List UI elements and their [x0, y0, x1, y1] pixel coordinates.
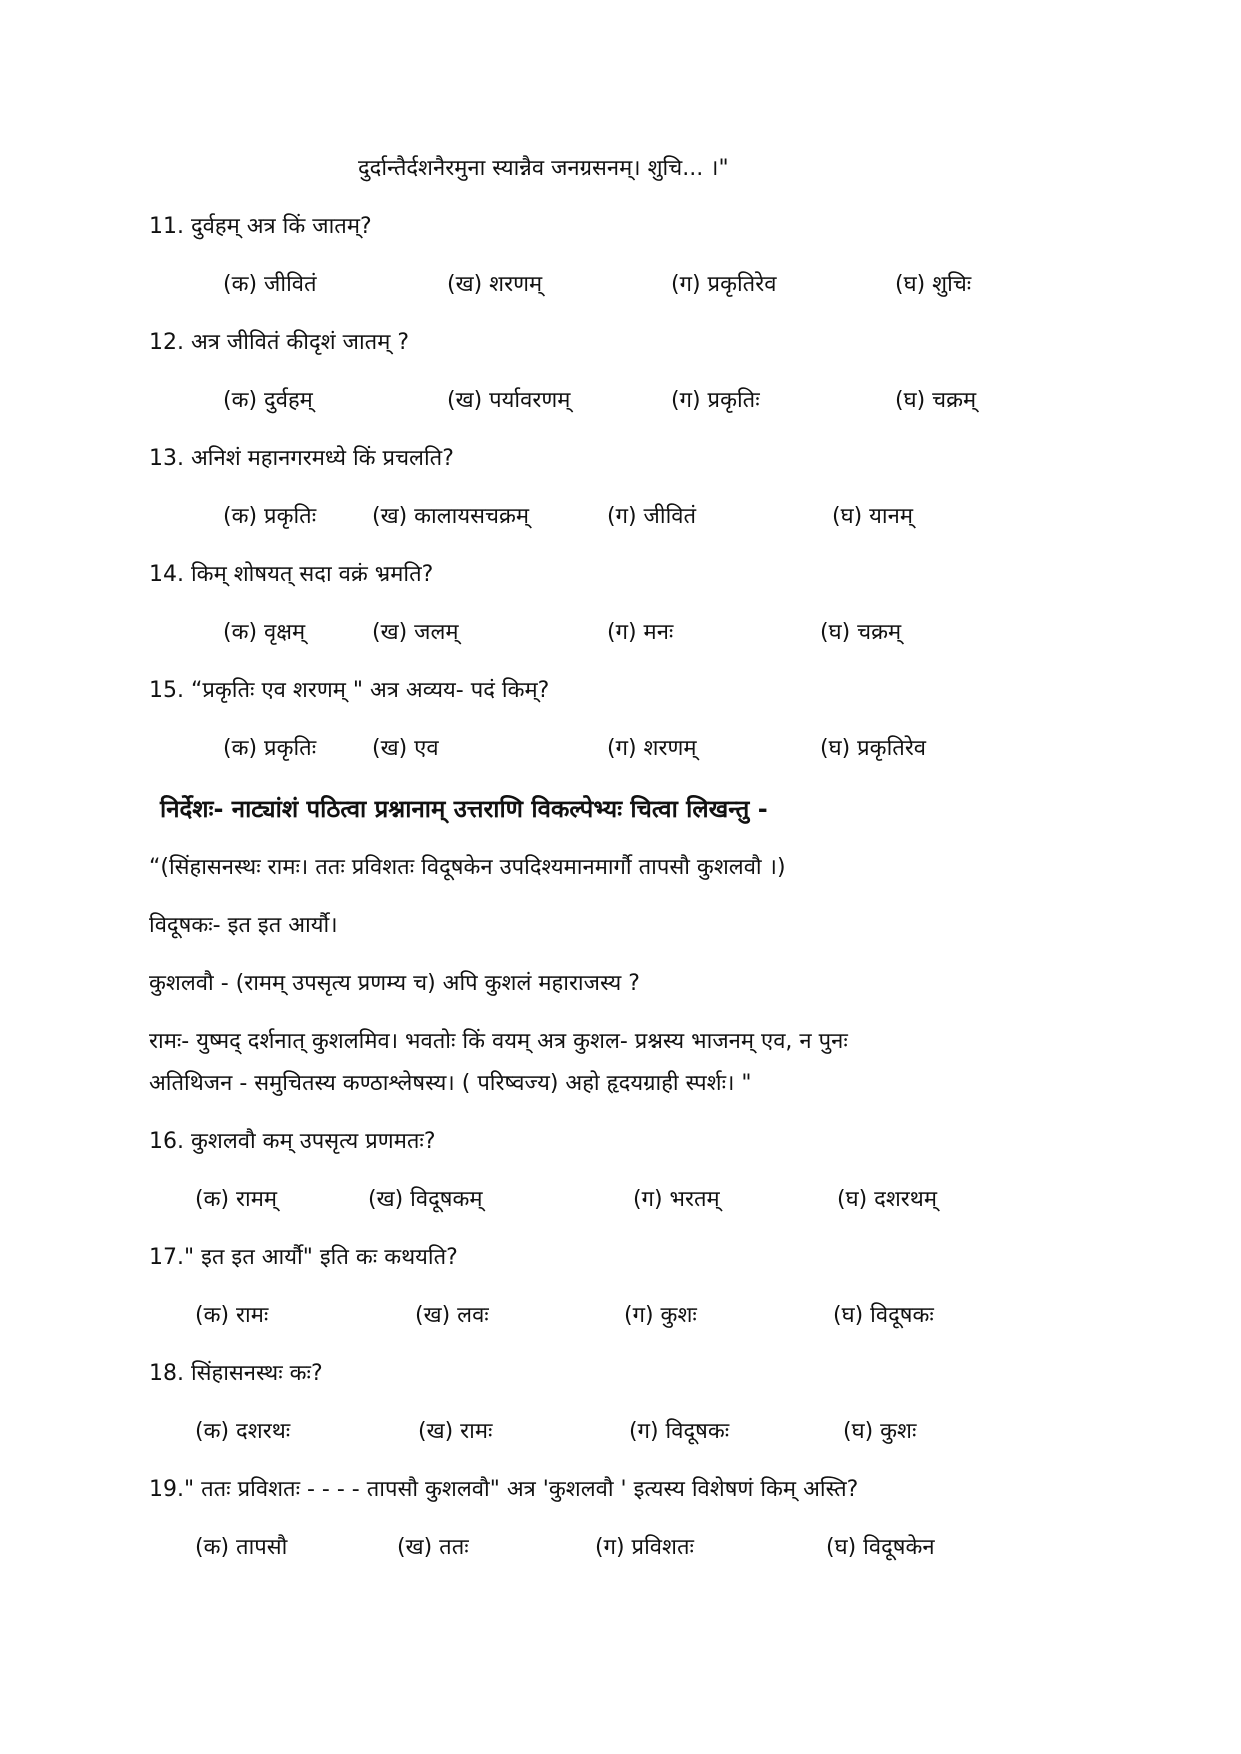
- q18-option-b: (ख) रामः: [418, 1419, 493, 1444]
- question-18: 18. सिंहासनस्थः कः?: [149, 1361, 323, 1386]
- verse-line: दुर्दान्तैर्दशनैरमुना स्यान्नैव जनग्रसनम्। शुचि... ।": [358, 156, 729, 181]
- q13-option-a: (क) प्रकृतिः: [223, 504, 317, 529]
- passage-line-1: “(सिंहासनस्थः रामः। ततः प्रविशतः विदूषकेन उपदिश्यमानमार्गौ तापसौ कुशलवौ ।): [149, 855, 786, 880]
- q14-option-c: (ग) मनः: [607, 620, 674, 645]
- q12-option-b: (ख) पर्यावरणम्: [447, 388, 571, 413]
- q12-option-c: (ग) प्रकृतिः: [671, 388, 760, 413]
- q14-option-a: (क) वृक्षम्: [223, 620, 306, 645]
- question-11: 11. दुर्वहम् अत्र किं जातम्?: [149, 214, 372, 239]
- section-instruction: निर्देशः- नाट्यांशं पठित्वा प्रश्नानाम् उत्तराणि विकल्पेभ्यः चित्वा लिखन्तु -: [160, 795, 768, 823]
- q17-option-a: (क) रामः: [195, 1303, 269, 1328]
- q18-option-d: (घ) कुशः: [843, 1419, 917, 1444]
- passage-line-2: विदूषकः- इत इत आर्यौ।: [149, 913, 338, 938]
- q15-option-d: (घ) प्रकृतिरेव: [820, 736, 927, 761]
- q13-option-b: (ख) कालायसचक्रम्: [372, 504, 530, 529]
- passage-line-5: अतिथिजन - समुचितस्य कण्ठाश्लेषस्य। ( परिष्वज्य) अहो हृदयग्राही स्पर्शः। ": [149, 1071, 752, 1096]
- question-13: 13. अनिशं महानगरमध्ये किं प्रचलति?: [149, 446, 454, 471]
- q19-option-b: (ख) ततः: [397, 1535, 469, 1560]
- question-16: 16. कुशलवौ कम् उपसृत्य प्रणमतः?: [149, 1129, 436, 1154]
- q19-option-a: (क) तापसौ: [195, 1535, 288, 1560]
- q13-option-c: (ग) जीवितं: [607, 504, 697, 529]
- question-17: 17." इत इत आर्यौ" इति कः कथयति?: [149, 1245, 458, 1270]
- q17-option-b: (ख) लवः: [415, 1303, 489, 1328]
- question-19: 19." ततः प्रविशतः - - - - तापसौ कुशलवौ" अत्र 'कुशलवौ ' इत्यस्य विशेषणं किम् अस्ति?: [149, 1477, 859, 1502]
- q19-option-c: (ग) प्रविशतः: [595, 1535, 694, 1560]
- q13-option-d: (घ) यानम्: [832, 504, 913, 529]
- q14-option-b: (ख) जलम्: [372, 620, 459, 645]
- q11-option-a: (क) जीवितं: [223, 272, 317, 297]
- q15-option-c: (ग) शरणम्: [607, 736, 697, 761]
- q11-option-d: (घ) शुचिः: [895, 272, 972, 297]
- q15-option-b: (ख) एव: [372, 736, 439, 761]
- q16-option-c: (ग) भरतम्: [633, 1187, 720, 1212]
- q11-option-b: (ख) शरणम्: [447, 272, 543, 297]
- q16-option-d: (घ) दशरथम्: [837, 1187, 938, 1212]
- question-15: 15. “प्रकृतिः एव शरणम् " अत्र अव्यय- पदं किम्?: [149, 678, 550, 703]
- passage-line-4: रामः- युष्मद् दर्शनात् कुशलमिव। भवतोः किं वयम् अत्र कुशल- प्रश्नस्य भाजनम् एव, न पुनः: [149, 1029, 848, 1054]
- q18-option-c: (ग) विदूषकः: [629, 1419, 730, 1444]
- q17-option-c: (ग) कुशः: [624, 1303, 697, 1328]
- question-14: 14. किम् शोषयत् सदा वक्रं भ्रमति?: [149, 562, 434, 587]
- q12-option-a: (क) दुर्वहम्: [223, 388, 313, 413]
- q19-option-d: (घ) विदूषकेन: [826, 1535, 935, 1560]
- q15-option-a: (क) प्रकृतिः: [223, 736, 317, 761]
- q16-option-b: (ख) विदूषकम्: [368, 1187, 483, 1212]
- passage-line-3: कुशलवौ - (रामम् उपसृत्य प्रणम्य च) अपि कुशलं महाराजस्य ?: [149, 971, 640, 996]
- q18-option-a: (क) दशरथः: [195, 1419, 291, 1444]
- question-12: 12. अत्र जीवितं कीदृशं जातम् ?: [149, 330, 410, 355]
- q11-option-c: (ग) प्रकृतिरेव: [671, 272, 777, 297]
- q16-option-a: (क) रामम्: [195, 1187, 278, 1212]
- q12-option-d: (घ) चक्रम्: [895, 388, 977, 413]
- q17-option-d: (घ) विदूषकः: [833, 1303, 934, 1328]
- q14-option-d: (घ) चक्रम्: [820, 620, 902, 645]
